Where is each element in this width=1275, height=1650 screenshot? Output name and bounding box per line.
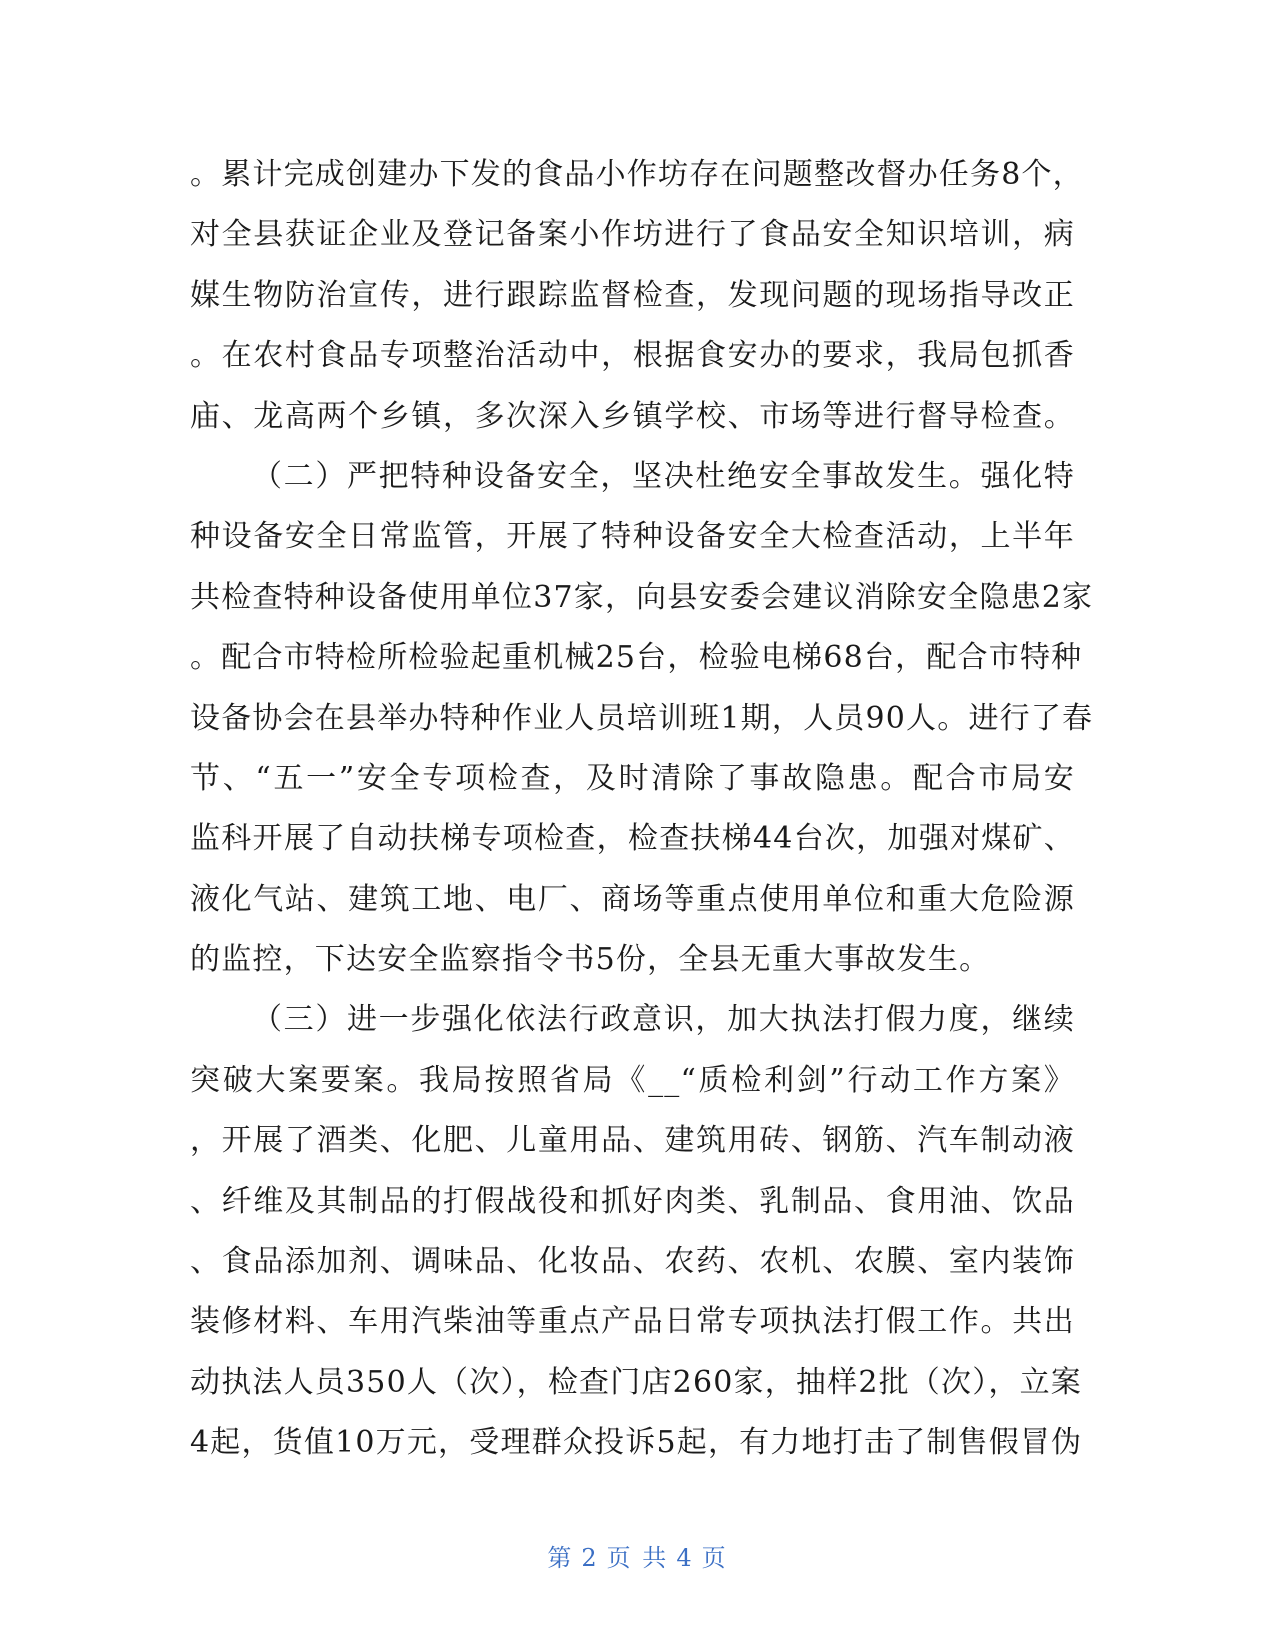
text-line: 节、“五一”安全专项检查，及时清除了事故隐患。配合市局安	[190, 760, 1075, 796]
text-line: 共检查特种设备使用单位37家，向县安委会建议消除安全隐患2家	[190, 579, 1094, 615]
text-line: 突破大案要案。我局按照省局《__“质检利剑”行动工作方案》	[190, 1062, 1075, 1098]
text-line: 设备协会在县举办特种作业人员培训班1期，人员90人。进行了春	[190, 700, 1094, 736]
text-line: 。在农村食品专项整治活动中，根据食安办的要求，我局包抓香	[190, 338, 1075, 374]
document-body	[190, 145, 1094, 1474]
text-line: 。配合市特检所检验起重机械25台，检验电梯68台，配合市特种	[190, 640, 1083, 676]
text-line: 装修材料、车用汽柴油等重点产品日常专项执法打假工作。共出	[190, 1304, 1075, 1340]
current-page-number: 2	[581, 1544, 599, 1572]
text-line: 对全县获证企业及登记备案小作坊进行了食品安全知识培训，病	[190, 217, 1075, 253]
page-footer	[0, 1538, 1275, 1573]
text-line: 庙、龙高两个乡镇，多次深入乡镇学校、市场等进行督导检查。	[190, 398, 1075, 434]
text-line: 4起，货值10万元，受理群众投诉5起，有力地打击了制售假冒伪	[190, 1425, 1083, 1461]
text-line: 监科开展了自动扶梯专项检查，检查扶梯44台次，加强对煤矿、	[190, 821, 1075, 857]
paragraph-start-line: （三）进一步强化依法行政意识，加大执法打假力度，继续	[252, 1002, 1075, 1038]
total-page-number: 4	[676, 1544, 694, 1572]
text-line: 种设备安全日常监管，开展了特种设备安全大检查活动，上半年	[190, 519, 1075, 555]
text-line: 、食品添加剂、调味品、化妆品、农药、农机、农膜、室内装饰	[190, 1244, 1075, 1280]
footer-middle: 页 共	[606, 1544, 669, 1572]
text-line: 媒生物防治宣传，进行跟踪监督检查，发现问题的现场指导改正	[190, 277, 1075, 313]
paragraph-start-line: （二）严把特种设备安全，坚决杜绝安全事故发生。强化特	[252, 458, 1075, 494]
text-line: 动执法人员350人（次），检查门店260家，抽样2批（次），立案	[190, 1364, 1083, 1400]
footer-suffix: 页	[701, 1544, 728, 1572]
text-line: 的监控，下达安全监察指令书5份，全县无重大事故发生。	[190, 942, 991, 978]
text-line: 、纤维及其制品的打假战役和抓好肉类、乳制品、食用油、饮品	[190, 1183, 1075, 1219]
footer-prefix: 第	[547, 1544, 574, 1572]
text-line: ，开展了酒类、化肥、儿童用品、建筑用砖、钢筋、汽车制动液	[190, 1123, 1075, 1159]
text-line: 。累计完成创建办下发的食品小作坊存在问题整改督办任务8个，	[190, 157, 1084, 192]
text-line: 液化气站、建筑工地、电厂、商场等重点使用单位和重大危险源	[190, 881, 1075, 917]
